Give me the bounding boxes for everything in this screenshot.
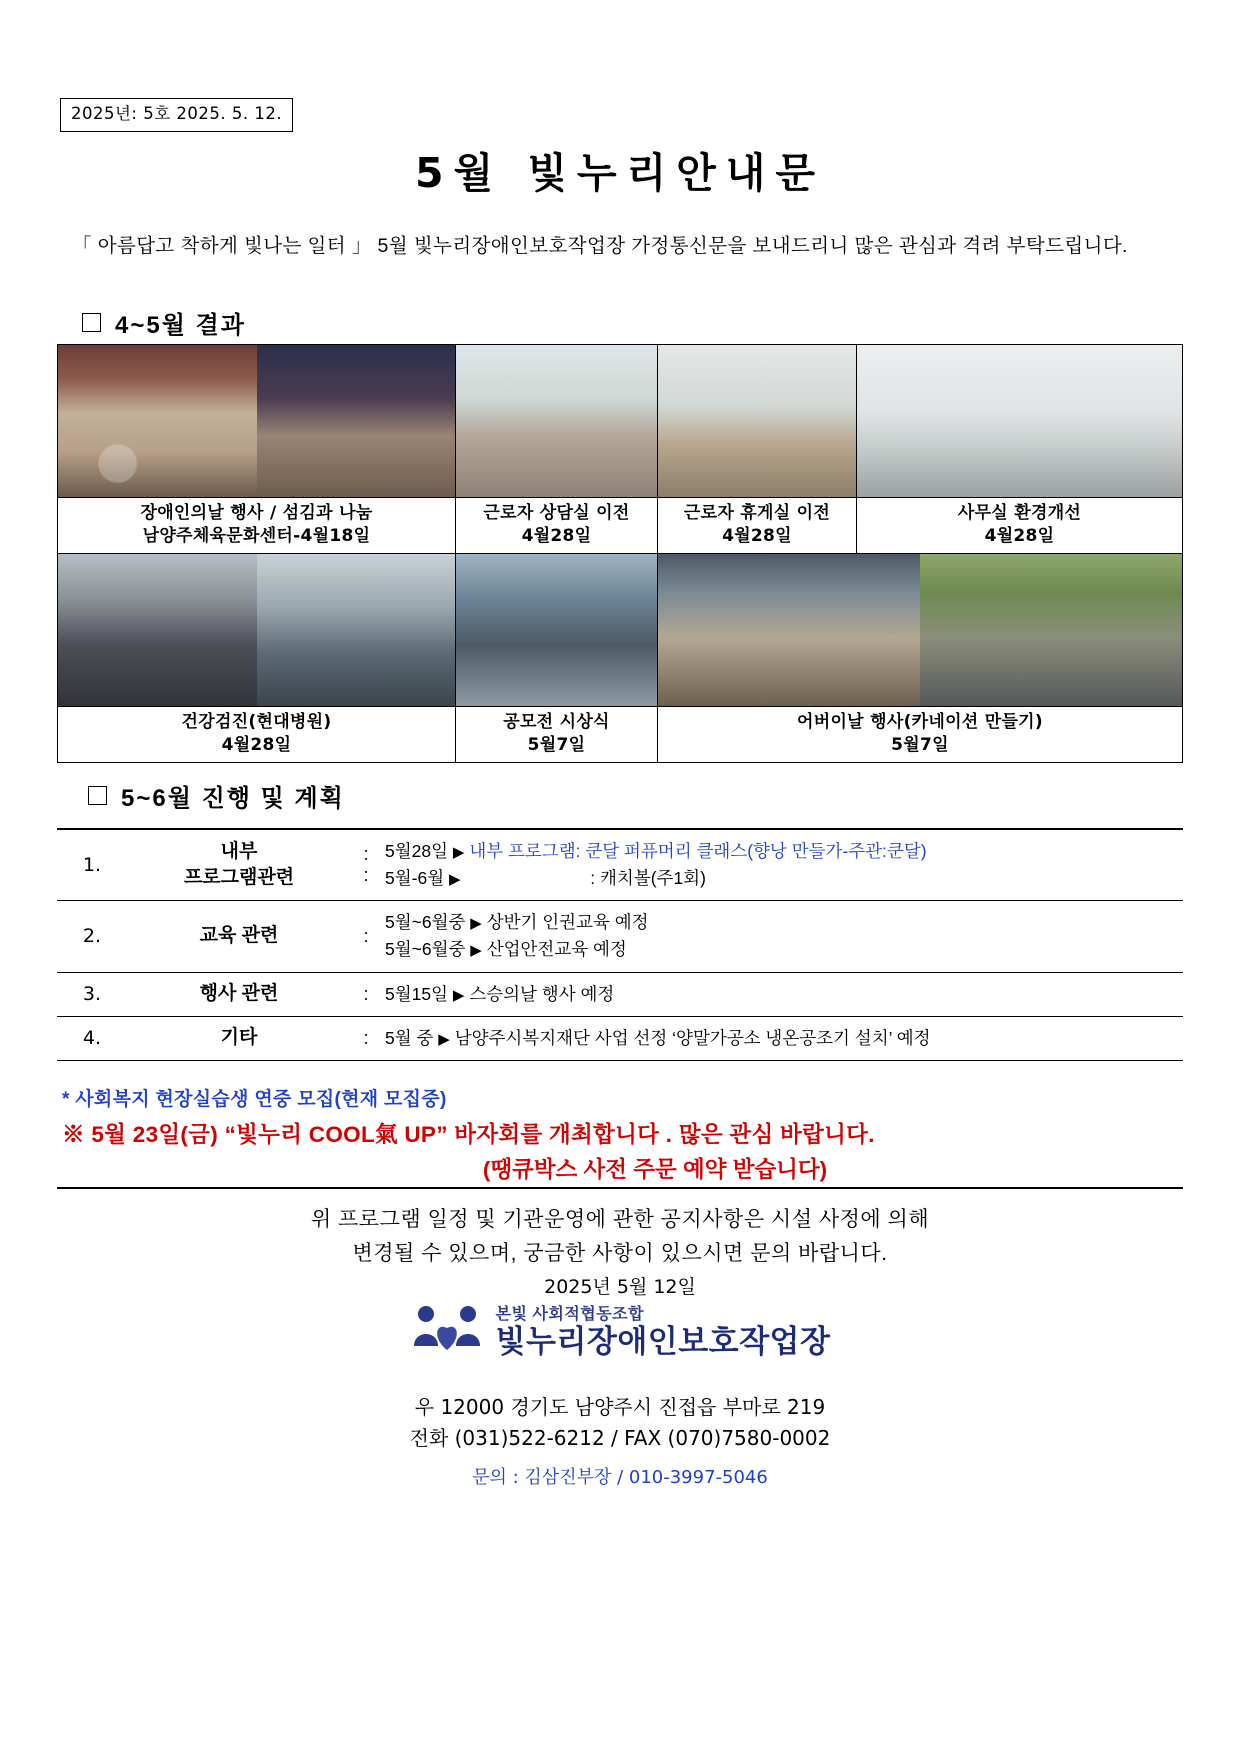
arrow-icon: ▶ <box>438 1030 450 1048</box>
plan-line-text: 스승의날 행사 예정 <box>469 983 615 1004</box>
row-number: 3. <box>57 972 127 1016</box>
row-number: 2. <box>57 901 127 972</box>
caption-line-1: 근로자 휴게실 이전 <box>683 503 831 523</box>
photo-image-health-checkup <box>58 554 455 706</box>
row-category: 교육 관련 <box>127 901 351 972</box>
photo-row-1 <box>58 345 1182 554</box>
photo-caption-counseling-room <box>456 497 657 553</box>
row-colon: : <box>351 901 381 972</box>
colon-2: : <box>363 865 369 886</box>
plan-line-text: 내부 프로그램: 쿤달 퍼퓨머리 클래스(향낭 만들가-주관:쿤달) <box>469 841 927 861</box>
footer-notice-line-2: 변경될 수 있으며, 궁금한 사항이 있으시면 문의 바랍니다. <box>352 1241 888 1265</box>
row-number: 4. <box>57 1016 127 1060</box>
plan-line-date: 5월15일 <box>385 983 449 1004</box>
plan-line-date: 5월 중 <box>385 1027 434 1048</box>
arrow-icon: ▶ <box>448 871 461 889</box>
row-category: 행사 관련 <box>127 972 351 1016</box>
category-line-1: 내부 <box>220 840 258 862</box>
footer-date: 2025년 5월 12일 <box>544 1276 696 1298</box>
row-category: 기타 <box>127 1016 351 1060</box>
row-body <box>381 829 1183 901</box>
address-line: 우 12000 경기도 남양주시 진접읍 부마로 219 <box>414 1395 826 1419</box>
section-heading-plan <box>88 778 345 813</box>
plan-line-text: 남양주시복지재단 사업 선정 ‘양말가공소 냉온공조기 설치’ 예정 <box>454 1027 931 1048</box>
intro-paragraph: 「 아름답고 착하게 빛나는 일터 」 5월 빛누리장애인보호작업장 가정통신문을 보내드리니 많은 관심과 격려 부탁드립니다. <box>72 235 1128 257</box>
photo-image-award-ceremony <box>58 345 455 497</box>
org-name: 빛누리장애인보호작업장 <box>495 1324 831 1359</box>
plan-table <box>57 828 1183 1061</box>
caption-line-1: 근로자 상담실 이전 <box>483 503 630 523</box>
organization-name-block <box>496 1301 831 1357</box>
photo-row-2 <box>58 554 1182 762</box>
issue-number-box: 2025년: 5호 2025. 5. 12. <box>60 98 293 132</box>
table-row <box>57 972 1183 1016</box>
caption-line-2: 4월28일 <box>984 525 1055 546</box>
caption-line-2: 남양주체육문화센터-4월18일 <box>142 525 371 546</box>
section-heading-results-label: 4~5월 결과 <box>115 312 246 339</box>
footer-notice <box>0 1203 1240 1270</box>
caption-line-2: 4월28일 <box>221 734 292 755</box>
plan-line-date: 5월28일 <box>385 841 449 861</box>
photo-image-break-room <box>658 345 856 497</box>
row-colon: : <box>351 972 381 1016</box>
photo-grid <box>57 344 1183 763</box>
photo-caption-health-checkup <box>58 706 455 762</box>
photo-cell-health-checkup <box>58 554 456 762</box>
row-number: 1. <box>57 829 127 901</box>
category-line-2: 프로그램관련 <box>183 867 295 889</box>
arrow-icon: ▶ <box>470 942 482 960</box>
plan-line-date: 5월-6월 <box>385 868 445 889</box>
heart-people-icon <box>410 1300 484 1358</box>
caption-line-2: 5월7일 <box>891 734 949 755</box>
colon-1: : <box>363 844 369 865</box>
plan-line-text: 산업안전교육 예정 <box>486 939 627 960</box>
photo-caption-office-improvement <box>857 497 1182 553</box>
photo-image-office-improvement <box>857 345 1182 497</box>
caption-line-1: 어버이날 행사(카네이션 만들기) <box>797 711 1043 732</box>
row-body <box>381 972 1183 1016</box>
plan-line-date: 5월~6월중 <box>385 939 466 960</box>
note-thankyou-box: (땡큐박스 사전 주문 예약 받습니다) <box>482 1157 828 1182</box>
section-heading-results <box>82 305 246 340</box>
caption-line-2: 5월7일 <box>527 734 586 755</box>
organization-logo <box>0 1300 1240 1358</box>
row-body <box>381 901 1183 972</box>
plan-line <box>385 838 1179 865</box>
plan-line <box>385 865 1179 892</box>
arrow-icon: ▶ <box>452 844 465 861</box>
photo-cell-award-ceremony <box>58 345 456 553</box>
photo-caption-contest-award <box>456 706 657 762</box>
table-row <box>57 901 1183 972</box>
plan-line <box>385 981 1179 1008</box>
arrow-icon: ▶ <box>452 986 465 1004</box>
checkbox-icon <box>82 313 101 332</box>
note-recruitment: * 사회복지 현장실습생 연중 모집(현재 모집중) <box>62 1089 447 1110</box>
row-colon <box>351 829 381 901</box>
caption-line-1: 건강검진(현대병원) <box>181 711 332 732</box>
photo-image-parents-day <box>658 554 1182 706</box>
photo-cell-contest-award <box>456 554 658 762</box>
row-category <box>127 829 351 901</box>
phone-line: 전화 (031)522-6212 / FAX (070)7580-0002 <box>409 1426 831 1450</box>
caption-line-2: 4월28일 <box>722 525 792 546</box>
photo-image-contest-award <box>456 554 657 706</box>
footer-notice-line-1: 위 프로그램 일정 및 기관운영에 관한 공지사항은 시설 사정에 의해 <box>310 1208 930 1231</box>
row-colon: : <box>351 1016 381 1060</box>
plan-line-text: : 캐치볼(주1회) <box>590 868 706 889</box>
arrow-icon: ▶ <box>470 915 482 933</box>
caption-line-1: 장애인의날 행사 / 섬김과 나눔 <box>140 503 373 523</box>
org-coop-name: 본빛 사회적협동조합 <box>495 1306 645 1323</box>
photo-cell-counseling-room <box>456 345 658 553</box>
section-heading-plan-label: 5~6월 진행 및 계획 <box>121 785 345 812</box>
photo-cell-office-improvement <box>857 345 1182 553</box>
plan-line-text: 상반기 인권교육 예정 <box>486 912 649 933</box>
photo-caption-parents-day <box>658 706 1182 762</box>
divider <box>57 1187 1183 1189</box>
plan-line <box>385 909 1179 936</box>
plan-line <box>385 1025 1179 1052</box>
photo-cell-break-room <box>658 345 857 553</box>
plan-line <box>385 936 1179 963</box>
caption-line-1: 공모전 시상식 <box>503 711 610 732</box>
table-row <box>57 1016 1183 1060</box>
photo-image-counseling-room <box>456 345 657 497</box>
row-body <box>381 1016 1183 1060</box>
plan-line-date: 5월~6월중 <box>385 912 466 933</box>
photo-caption-award-ceremony <box>58 497 455 553</box>
checkbox-icon <box>88 786 107 805</box>
photo-caption-break-room <box>658 497 856 553</box>
photo-cell-parents-day <box>658 554 1182 762</box>
page-title: 5월 빛누리안내문 <box>414 149 826 197</box>
caption-line-1: 사무실 환경개선 <box>957 503 1082 523</box>
caption-line-2: 4월28일 <box>521 525 592 546</box>
footer-address <box>0 1392 1240 1454</box>
table-row <box>57 829 1183 901</box>
footer-contact: 문의 : 김삼진부장 / 010-3997-5046 <box>472 1467 768 1488</box>
note-bazaar: ※ 5월 23일(금) “빛누리 COOL氣 UP” 바자회를 개최합니다 . 많은 관심 바랍니다. <box>62 1122 875 1147</box>
